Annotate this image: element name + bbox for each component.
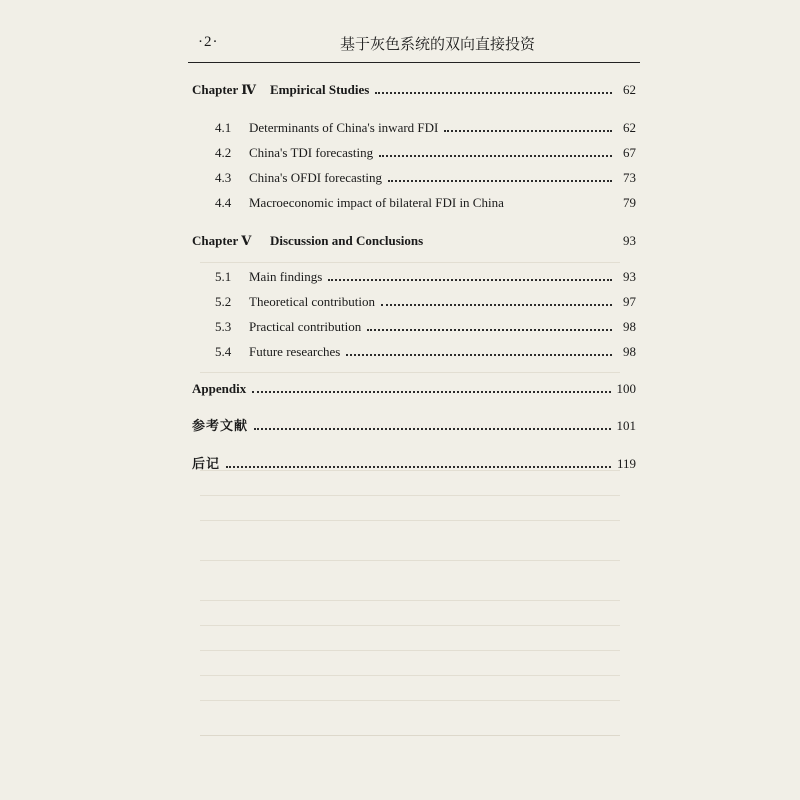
dot-leader <box>379 155 612 157</box>
bleed-through-line <box>200 735 620 736</box>
page-ref: 98 <box>623 319 636 334</box>
running-title: 基于灰色系统的双向直接投资 <box>340 35 536 53</box>
dot-leader <box>381 304 612 306</box>
section-title: Practical contribution <box>249 319 362 334</box>
chapter-label: Chapter Ⅳ <box>192 82 256 97</box>
page-ref: 73 <box>623 170 636 185</box>
dot-leader <box>367 329 612 331</box>
dot-leader <box>375 92 612 94</box>
toc-postscript[interactable] <box>192 452 636 472</box>
page-ref: 100 <box>616 381 636 396</box>
section-title: Theoretical contribution <box>249 294 375 309</box>
bleed-through-line <box>200 262 620 263</box>
dot-leader <box>252 391 610 393</box>
dot-leader <box>254 428 610 430</box>
toc-chapter-4[interactable] <box>192 78 636 98</box>
page-ref: 79 <box>623 195 636 210</box>
section-title: China's TDI forecasting <box>249 145 374 160</box>
toc-chapter-5[interactable] <box>192 229 636 249</box>
bleed-through-line <box>200 520 620 521</box>
section-title: Determinants of China's inward FDI <box>249 120 439 135</box>
appendix-title: Appendix <box>192 381 247 396</box>
section-number: 4.1 <box>215 120 232 135</box>
page-ref: 97 <box>623 294 636 309</box>
page-ref: 98 <box>623 344 636 359</box>
chapter-title: Discussion and Conclusions <box>270 233 424 248</box>
chapter-title: Empirical Studies <box>270 82 370 97</box>
toc-section[interactable] <box>215 116 636 136</box>
postscript-title: 后记 <box>192 457 221 472</box>
bleed-through-line <box>200 372 620 373</box>
dot-leader <box>388 180 612 182</box>
section-title: Main findings <box>249 269 323 284</box>
toc-section[interactable] <box>215 141 636 161</box>
section-title: Macroeconomic impact of bilateral FDI in China <box>249 195 504 210</box>
bleed-through-line <box>200 625 620 626</box>
section-number: 5.4 <box>215 344 232 359</box>
dot-leader <box>444 130 612 132</box>
bleed-through-line <box>200 675 620 676</box>
page-ref: 67 <box>623 145 636 160</box>
page-ref: 62 <box>623 120 636 135</box>
bleed-through-line <box>200 560 620 561</box>
section-number: 5.2 <box>215 294 232 309</box>
section-number: 5.1 <box>215 269 232 284</box>
section-title: Future researches <box>249 344 341 359</box>
page-ref: 119 <box>616 456 636 471</box>
bleed-through-line <box>200 495 620 496</box>
bleed-through-line <box>200 600 620 601</box>
section-title: China's OFDI forecasting <box>249 170 383 185</box>
dot-leader <box>346 354 612 356</box>
references-title: 参考文献 <box>192 419 249 434</box>
section-number: 4.4 <box>215 195 232 210</box>
page-number: ·2· <box>198 34 219 50</box>
toc-section[interactable] <box>215 290 636 310</box>
section-number: 4.2 <box>215 145 232 160</box>
toc-section[interactable] <box>215 340 636 360</box>
page-ref: 93 <box>623 233 636 248</box>
toc-references[interactable] <box>192 414 636 434</box>
page-ref: 93 <box>623 269 636 284</box>
toc-section[interactable] <box>215 315 636 335</box>
dot-leader <box>328 279 612 281</box>
section-number: 4.3 <box>215 170 232 185</box>
bleed-through-line <box>200 700 620 701</box>
toc-section[interactable] <box>215 191 636 211</box>
chapter-label: Chapter Ⅴ <box>192 233 252 248</box>
toc-appendix[interactable] <box>192 377 636 397</box>
section-number: 5.3 <box>215 319 232 334</box>
bleed-through-line <box>200 650 620 651</box>
dot-leader <box>226 466 611 468</box>
toc-section[interactable] <box>215 166 636 186</box>
header-rule <box>188 62 640 63</box>
page-ref: 62 <box>623 82 636 97</box>
toc-section[interactable] <box>215 265 636 285</box>
page-ref: 101 <box>616 418 636 433</box>
